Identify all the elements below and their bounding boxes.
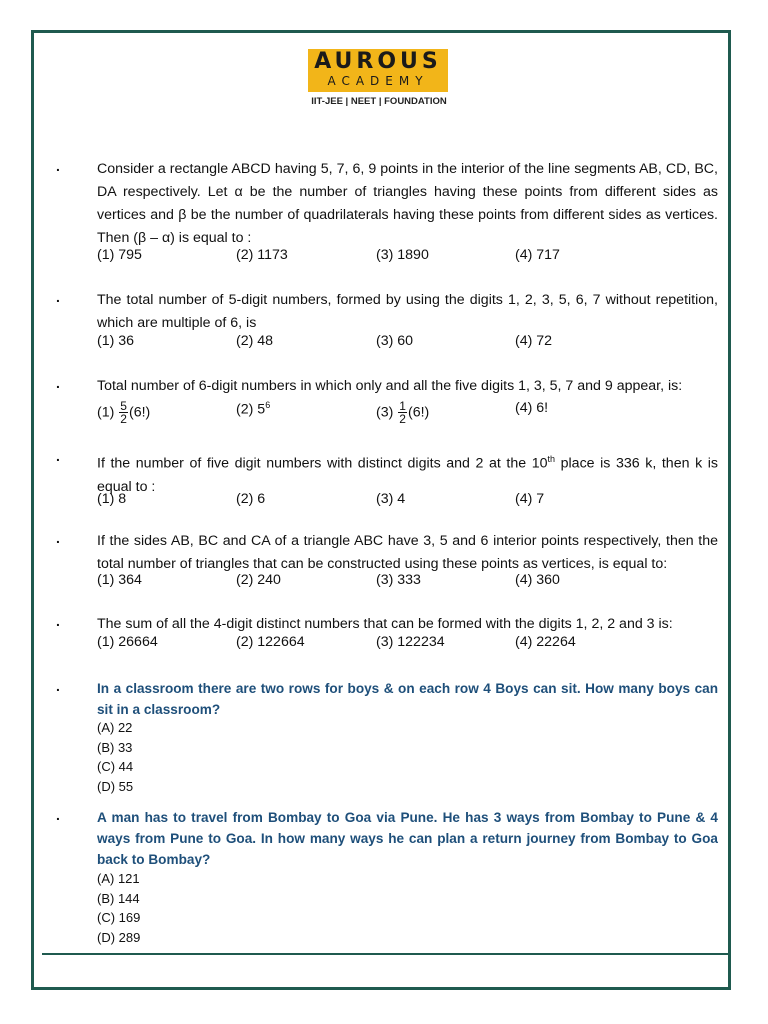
option: (B) 144 — [97, 890, 140, 906]
option: (4) 22264 — [515, 634, 576, 650]
option: (3) 60 — [376, 333, 414, 349]
option: (1) 795 — [97, 247, 142, 263]
options-7 — [97, 718, 133, 796]
option: (4) 6! — [515, 400, 549, 416]
options-8 — [97, 869, 140, 947]
question-marker: . — [56, 613, 60, 629]
option: (4) 360 — [515, 572, 560, 588]
question-text: If the sides AB, BC and CA of a triangle ABC have 3, 5 and 6 interior points respectively, then the total number of triangles that can be constructed using these points as vertices, is equal to: — [97, 533, 718, 572]
option: (2) 122664 — [236, 634, 305, 650]
option: (C) 169 — [97, 910, 141, 925]
fraction — [398, 400, 407, 425]
logo-tagline: IIT-JEE | NEET | FOUNDATION — [311, 96, 447, 107]
academy-logo — [308, 49, 450, 111]
fraction — [119, 400, 128, 425]
option: (3) 1890 — [376, 247, 429, 263]
question-text: The total number of 5-digit numbers, formed by using the digits 1, 2, 3, 5, 6, 7 without repetition, which are multiple of 6, is — [97, 292, 718, 331]
question-text-part: If the number of five digit numbers with distinct digits and 2 at the 10 — [97, 455, 548, 472]
question-text — [97, 448, 718, 499]
fraction-denominator: 2 — [120, 412, 127, 426]
question-marker: . — [56, 807, 60, 823]
question-marker: . — [56, 530, 60, 546]
fraction-denominator: 2 — [399, 412, 406, 426]
option: (A) 121 — [97, 871, 140, 886]
option: (1) 26664 — [97, 634, 158, 650]
option: (2) 6 — [236, 491, 266, 507]
option: (1) 8 — [97, 491, 127, 507]
logo-brand: AUROUS — [314, 49, 442, 74]
question-text: A man has to travel from Bombay to Goa via Pune. He has 3 ways from Bombay to Pune & 4 ways from Pune to Goa. In how many ways he can plan a return journey from Bombay to Goa back to Bombay? — [97, 810, 718, 867]
fraction-numerator: 1 — [399, 399, 406, 413]
option: (2) 1173 — [236, 247, 288, 263]
power-exponent: 6 — [265, 400, 271, 410]
option: (2) 240 — [236, 572, 281, 588]
option: (4) 717 — [515, 247, 560, 263]
option: (1) 364 — [97, 572, 142, 588]
option — [376, 400, 429, 425]
option: (C) 44 — [97, 759, 134, 774]
option: (B) 33 — [97, 739, 133, 755]
option: (4) 72 — [515, 333, 553, 349]
question-text-part: place is 336 k, then k is equal to : — [97, 455, 719, 495]
superscript: th — [547, 454, 556, 464]
question-text: Total number of 6-digit numbers in which only and all the five digits 1, 3, 5, 7 and 9 appear, is: — [97, 378, 683, 394]
power-base: 5 — [257, 401, 266, 418]
option-rest: (6!) — [128, 404, 151, 421]
question-text: The sum of all the 4-digit distinct numbers that can be formed with the digits 1, 2, 2 and 3 is: — [97, 616, 673, 632]
option: (2) 48 — [236, 333, 274, 349]
question-marker: . — [56, 678, 60, 694]
option: (1) 36 — [97, 333, 135, 349]
option: (3) 333 — [376, 572, 421, 588]
option — [97, 400, 150, 425]
question-marker: . — [56, 158, 60, 174]
option: (3) 4 — [376, 491, 406, 507]
question-marker: . — [56, 375, 60, 391]
question-text: In a classroom there are two rows for boys & on each row 4 Boys can sit. How many boys can sit in a classroom? — [97, 681, 718, 717]
option-label: (3) — [376, 404, 394, 421]
option-label: (1) — [97, 404, 115, 421]
option-label: (2) — [236, 401, 254, 418]
option — [236, 400, 270, 418]
option: (D) 55 — [97, 778, 134, 794]
question-marker: . — [56, 448, 60, 464]
logo-badge — [308, 49, 448, 92]
question-marker: . — [56, 289, 60, 305]
option-rest: (6!) — [407, 404, 430, 421]
option: (A) 22 — [97, 720, 133, 735]
option: (4) 7 — [515, 491, 545, 507]
footer-divider — [42, 953, 728, 955]
option: (D) 289 — [97, 929, 141, 945]
question-text: Consider a rectangle ABCD having 5, 7, 6, 9 points in the interior of the line segments AB, CD, BC, DA respectively. Let α be the number of triangles having these points from different sides as vertices and β be the number of quadrilaterals having these points from different sides as vertices. Then (β – α) is equal to : — [97, 161, 718, 246]
option: (3) 122234 — [376, 634, 445, 650]
logo-sub: ACADEMY — [327, 74, 429, 88]
fraction-numerator: 5 — [120, 399, 127, 413]
